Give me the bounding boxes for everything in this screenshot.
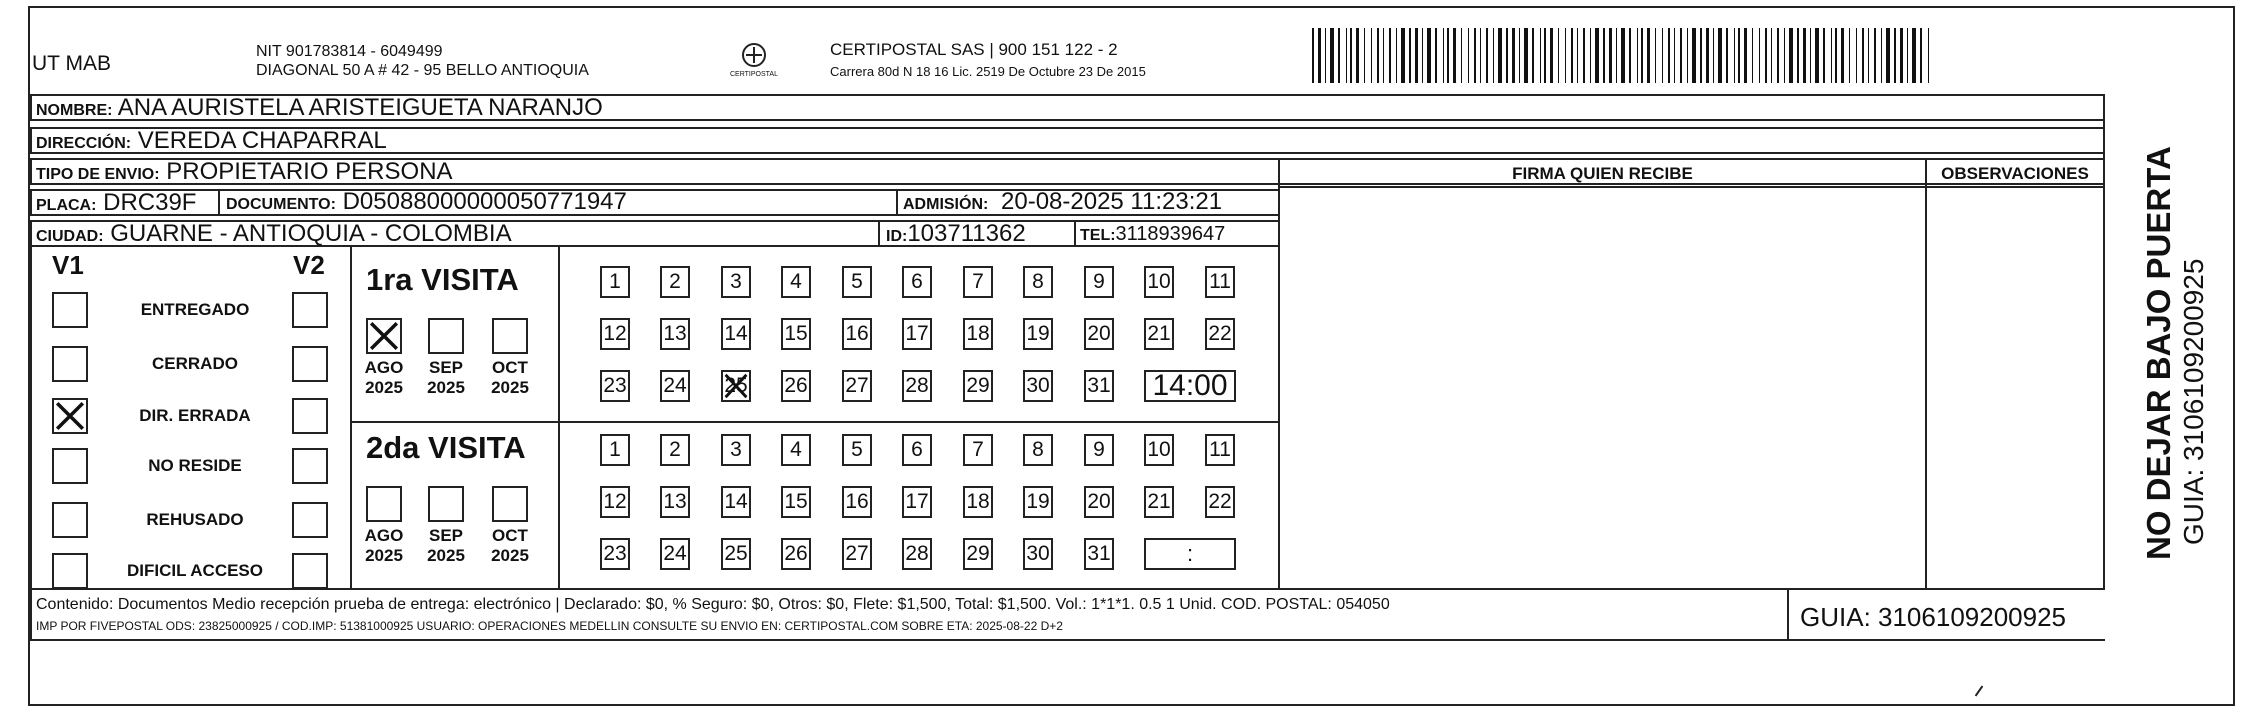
v1-checkbox[interactable]	[52, 502, 88, 538]
v1-checkbox[interactable]	[52, 346, 88, 382]
visit1-month-checkbox[interactable]	[428, 318, 464, 354]
visit2-title: 2da VISITA	[366, 430, 526, 465]
visit1-day-box[interactable]	[842, 370, 872, 402]
direccion-value: VEREDA CHAPARRAL	[137, 127, 387, 154]
footer-top-line	[30, 588, 2105, 590]
visit1-day-number: 22	[1208, 322, 1232, 345]
admision-value: 20-08-2025 11:23:21	[1001, 188, 1223, 215]
visit1-time-box[interactable]: 14:00	[1144, 370, 1236, 402]
visit1-day-box[interactable]	[963, 318, 993, 350]
visit1-day-number: 21	[1147, 322, 1171, 345]
id-value: 103711362	[907, 220, 1026, 247]
placa-label: PLACA:	[36, 197, 97, 214]
visit2-day-box[interactable]	[963, 538, 993, 570]
visit1-day-box[interactable]	[1084, 318, 1114, 350]
visit1-day-box[interactable]	[1144, 266, 1174, 298]
visit1-day-box[interactable]	[781, 318, 811, 350]
visit1-day-number: 23	[603, 374, 627, 397]
v1-label: V1	[52, 250, 84, 280]
visit1-day-box[interactable]	[660, 370, 690, 402]
visit2-day-number: 21	[1147, 490, 1171, 513]
visit2-day-box[interactable]	[600, 538, 630, 570]
footer-guia-divider	[1787, 588, 1789, 639]
visit1-day-number: 19	[1026, 322, 1050, 345]
observaciones-divider	[1925, 158, 1927, 588]
v2-checkbox[interactable]	[292, 553, 328, 589]
visit1-day-box[interactable]	[1205, 266, 1235, 298]
footer-left-border	[30, 588, 32, 641]
visit2-day-box[interactable]	[781, 486, 811, 518]
visit1-day-box[interactable]	[1144, 318, 1174, 350]
visit1-day-box[interactable]	[902, 266, 932, 298]
admision-label: ADMISIÓN:	[903, 196, 989, 213]
visit2-day-number: 9	[1093, 438, 1105, 461]
visit1-day-box[interactable]	[963, 266, 993, 298]
tipo-label: TIPO DE ENVIO:	[36, 166, 160, 183]
observaciones-label: OBSERVACIONES	[1941, 164, 2089, 183]
visit1-day-number: 8	[1032, 270, 1044, 293]
v2-checkbox[interactable]	[292, 346, 328, 382]
status-left-border	[30, 247, 32, 588]
visit2-day-number: 1	[609, 438, 621, 461]
visit1-day-number: 20	[1087, 322, 1111, 345]
visit2-day-box[interactable]	[660, 538, 690, 570]
visit1-month-label: SEP	[428, 358, 464, 377]
visit2-day-number: 25	[724, 542, 748, 565]
ciudad-label: CIUDAD:	[36, 228, 104, 245]
visit1-month-label: OCT	[492, 358, 528, 377]
visit2-day-box[interactable]	[1144, 434, 1174, 466]
admision-divider	[896, 189, 898, 216]
visit1-day-box[interactable]	[842, 266, 872, 298]
documento-value: D05088000000050771947	[342, 188, 627, 215]
visit1-day-number: 10	[1147, 270, 1171, 293]
visit2-day-number: 28	[905, 542, 929, 565]
visit1-title: 1ra VISITA	[366, 262, 519, 297]
status-divider	[350, 247, 352, 588]
visit2-day-box[interactable]	[842, 538, 872, 570]
visit1-day-number: 15	[784, 322, 808, 345]
visit1-day-number: 17	[905, 322, 929, 345]
status-reason-label: DIR. ERRADA	[139, 406, 251, 425]
visit-separator	[350, 421, 1278, 423]
visit2-month-year: 2025	[427, 546, 465, 565]
visit1-day-number: 25	[724, 374, 748, 397]
visit1-day-number: 13	[663, 322, 687, 345]
visit2-day-number: 10	[1147, 438, 1171, 461]
v2-checkbox[interactable]	[292, 502, 328, 538]
visit2-day-box[interactable]	[902, 538, 932, 570]
visit1-month-checkbox[interactable]	[366, 318, 402, 354]
company-address: DIAGONAL 50 A # 42 - 95 BELLO ANTIOQUIA	[256, 62, 589, 79]
visit2-day-number: 29	[966, 542, 990, 565]
visit2-day-box[interactable]	[842, 486, 872, 518]
visit2-day-box[interactable]	[902, 486, 932, 518]
visit2-day-number: 7	[972, 438, 984, 461]
footer-guia: GUIA: 3106109200925	[1800, 602, 2066, 632]
direccion-row	[30, 127, 2105, 154]
firma-left-border	[1278, 158, 1280, 588]
days-divider	[558, 247, 560, 588]
nombre-label: NOMBRE:	[36, 102, 113, 119]
visit1-day-box[interactable]	[600, 370, 630, 402]
visit2-day-box[interactable]	[1084, 538, 1114, 570]
status-reason-label: NO RESIDE	[148, 456, 242, 475]
id-divider	[878, 220, 880, 247]
v2-label: V2	[293, 250, 325, 280]
certipostal-license: Carrera 80d N 18 16 Lic. 2519 De Octubre 23 De 2015	[830, 64, 1146, 79]
v1-checkbox[interactable]	[52, 448, 88, 484]
visit2-day-box[interactable]	[1023, 538, 1053, 570]
visit2-day-number: 3	[730, 438, 742, 461]
visit2-day-box[interactable]	[1205, 486, 1235, 518]
visit1-month-checkbox[interactable]	[492, 318, 528, 354]
visit1-month-year: 2025	[365, 378, 403, 397]
documento-cell	[226, 190, 627, 217]
visit2-day-box[interactable]	[781, 538, 811, 570]
placa-value: DRC39F	[103, 189, 197, 216]
visit1-month-year: 2025	[491, 378, 529, 397]
logo-text: CERTIPOSTAL	[730, 71, 778, 78]
v1-checkbox[interactable]	[52, 398, 88, 434]
status-reason-label: REHUSADO	[146, 510, 244, 529]
visit1-day-box[interactable]	[660, 266, 690, 298]
v2-checkbox[interactable]	[292, 398, 328, 434]
placa-divider	[218, 189, 220, 216]
visit1-day-number: 28	[905, 374, 929, 397]
visit2-day-number: 14	[724, 490, 748, 513]
visit2-day-box[interactable]	[781, 434, 811, 466]
visit1-day-number: 3	[730, 270, 742, 293]
visit1-day-box[interactable]	[600, 318, 630, 350]
visit1-day-number: 2	[669, 270, 681, 293]
visit1-day-number: 24	[663, 374, 687, 397]
visit2-day-box[interactable]	[1205, 434, 1235, 466]
visit2-day-number: 6	[911, 438, 923, 461]
visit1-day-box[interactable]	[721, 370, 751, 402]
tipo-value: PROPIETARIO PERSONA	[166, 158, 453, 185]
id-label: ID:	[886, 228, 908, 245]
visit2-day-number: 4	[790, 438, 802, 461]
visit2-day-number: 12	[603, 490, 627, 513]
visit2-day-number: 22	[1208, 490, 1232, 513]
v2-checkbox[interactable]	[292, 448, 328, 484]
footer-line1: Contenido: Documentos Medio recepción prueba de entrega: electrónico | Declarado: $0, % Seguro: $0, Otros: $0, Flete: $1,500, Total: $1,500. Vol.: 1*1*1. 0.5 1 Unid. COD. POSTAL: 054050	[36, 596, 1390, 613]
visit2-day-box[interactable]	[963, 434, 993, 466]
nombre-value: ANA AURISTELA ARISTEIGUETA NARANJO	[117, 94, 603, 121]
visit1-day-number: 26	[784, 374, 808, 397]
visit2-day-number: 15	[784, 490, 808, 513]
visit1-day-box[interactable]	[781, 370, 811, 402]
visit1-day-number: 31	[1087, 374, 1111, 397]
visit2-day-number: 24	[663, 542, 687, 565]
visit1-day-box[interactable]	[1084, 266, 1114, 298]
visit2-day-number: 23	[603, 542, 627, 565]
visit1-day-number: 29	[966, 374, 990, 397]
admision-cell	[903, 190, 1222, 217]
visit1-day-number: 9	[1093, 270, 1105, 293]
visit1-day-number: 27	[845, 374, 869, 397]
visit2-day-box[interactable]	[721, 538, 751, 570]
visit2-day-number: 11	[1209, 438, 1231, 461]
visit1-day-box[interactable]	[902, 370, 932, 402]
visit1-day-number: 18	[966, 322, 990, 345]
visit2-day-box[interactable]	[600, 486, 630, 518]
barcode	[1312, 28, 1940, 83]
visit1-day-number: 6	[911, 270, 923, 293]
visit1-day-box[interactable]	[1023, 318, 1053, 350]
visit1-day-number: 1	[609, 270, 621, 293]
visit1-month-label: AGO	[364, 358, 404, 377]
visit1-day-number: 16	[845, 322, 869, 345]
visit2-month-label: SEP	[428, 526, 464, 545]
visit1-day-box[interactable]	[902, 318, 932, 350]
visit2-day-box[interactable]	[600, 434, 630, 466]
visit2-day-number: 31	[1087, 542, 1111, 565]
visit2-day-number: 19	[1026, 490, 1050, 513]
visit1-day-box[interactable]	[1084, 370, 1114, 402]
v2-checkbox[interactable]	[292, 292, 328, 328]
firma-header-line	[1278, 186, 2105, 188]
nombre-row	[30, 94, 2105, 121]
visit2-day-box[interactable]	[721, 434, 751, 466]
tel-label: TEL:	[1080, 227, 1116, 244]
visit2-day-box[interactable]	[721, 486, 751, 518]
visit2-month-year: 2025	[365, 546, 403, 565]
visit1-day-box[interactable]	[1023, 266, 1053, 298]
visit2-day-box[interactable]	[902, 434, 932, 466]
visit1-day-box[interactable]	[721, 318, 751, 350]
visit2-time-box[interactable]: :	[1144, 538, 1236, 570]
certipostal-logo-icon	[726, 38, 782, 86]
visit2-day-number: 30	[1026, 542, 1050, 565]
visit1-day-box[interactable]	[842, 318, 872, 350]
visit2-day-box[interactable]	[660, 434, 690, 466]
certipostal-logo	[726, 38, 782, 86]
visit1-day-box[interactable]	[721, 266, 751, 298]
visit1-day-number: 4	[790, 270, 802, 293]
direccion-label: DIRECCIÓN:	[36, 135, 132, 152]
visit1-day-box[interactable]	[660, 318, 690, 350]
visit1-day-number: 11	[1209, 270, 1231, 293]
footer-line2: IMP POR FIVEPOSTAL ODS: 23825000925 / COD.IMP: 51381000925 USUARIO: OPERACIONES MEDELLIN CONSULTE SU ENVIO EN: CERTIPOSTAL.COM SOBRE ETA: 2025-08-22 D+2	[36, 619, 1063, 633]
crossed-day-mark	[723, 372, 749, 400]
visit1-day-box[interactable]	[1205, 318, 1235, 350]
v1-checkbox[interactable]	[52, 292, 88, 328]
visit2-month-checkbox[interactable]	[428, 486, 464, 522]
ciudad-value: GUARNE - ANTIOQUIA - COLOMBIA	[110, 220, 512, 247]
side-guia: GUIA: 3106109200925	[2178, 258, 2209, 545]
visit2-day-box[interactable]	[1144, 486, 1174, 518]
visit1-day-number: 30	[1026, 374, 1050, 397]
visit2-day-box[interactable]	[963, 486, 993, 518]
right-border	[2103, 94, 2105, 588]
visit1-day-number: 14	[724, 322, 748, 345]
visit1-month-year: 2025	[427, 378, 465, 397]
visit2-day-number: 20	[1087, 490, 1111, 513]
visit2-day-number: 26	[784, 542, 808, 565]
certipostal-title: CERTIPOSTAL SAS | 900 151 122 - 2	[830, 40, 1118, 59]
visit2-day-number: 16	[845, 490, 869, 513]
id-cell	[886, 222, 1026, 249]
visit2-month-checkbox[interactable]	[492, 486, 528, 522]
visit1-day-box[interactable]	[1023, 370, 1053, 402]
tel-divider	[1074, 220, 1076, 247]
visit2-day-number: 2	[669, 438, 681, 461]
v1-checkbox[interactable]	[52, 553, 88, 589]
company-name: UT MAB	[32, 52, 111, 75]
visit2-day-box[interactable]	[1084, 486, 1114, 518]
visit1-day-box[interactable]	[600, 266, 630, 298]
visit2-day-number: 18	[966, 490, 990, 513]
company-nit: NIT 901783814 - 6049499	[256, 43, 443, 60]
firma-label: FIRMA QUIEN RECIBE	[1512, 164, 1693, 183]
visit2-month-checkbox[interactable]	[366, 486, 402, 522]
status-reason-label: CERRADO	[152, 354, 238, 373]
visit1-day-number: 7	[972, 270, 984, 293]
footer-bottom-line	[30, 639, 2105, 641]
documento-label: DOCUMENTO:	[226, 196, 336, 213]
visit2-day-box[interactable]	[1023, 486, 1053, 518]
visit2-day-number: 17	[905, 490, 929, 513]
visit2-month-label: OCT	[492, 526, 528, 545]
visit2-day-number: 13	[663, 490, 687, 513]
visit2-day-box[interactable]	[1023, 434, 1053, 466]
visit1-day-box[interactable]	[963, 370, 993, 402]
visit2-day-number: 5	[851, 438, 863, 461]
tel-value: 3118939647	[1115, 223, 1226, 245]
visit2-day-number: 8	[1032, 438, 1044, 461]
visit2-month-year: 2025	[491, 546, 529, 565]
tel-cell	[1080, 224, 1225, 246]
status-reason-label: DIFICIL ACCESO	[126, 561, 263, 580]
visit2-day-box[interactable]	[1084, 434, 1114, 466]
visit2-month-label: AGO	[364, 526, 404, 545]
visit1-day-number: 5	[851, 270, 863, 293]
visit1-day-box[interactable]	[781, 266, 811, 298]
side-warning: NO DEJAR BAJO PUERTA	[2140, 146, 2177, 560]
visit2-day-box[interactable]	[660, 486, 690, 518]
visit2-day-number: 27	[845, 542, 869, 565]
visit2-day-box[interactable]	[842, 434, 872, 466]
status-reason-label: ENTREGADO	[140, 300, 250, 319]
visit1-day-number: 12	[603, 322, 627, 345]
